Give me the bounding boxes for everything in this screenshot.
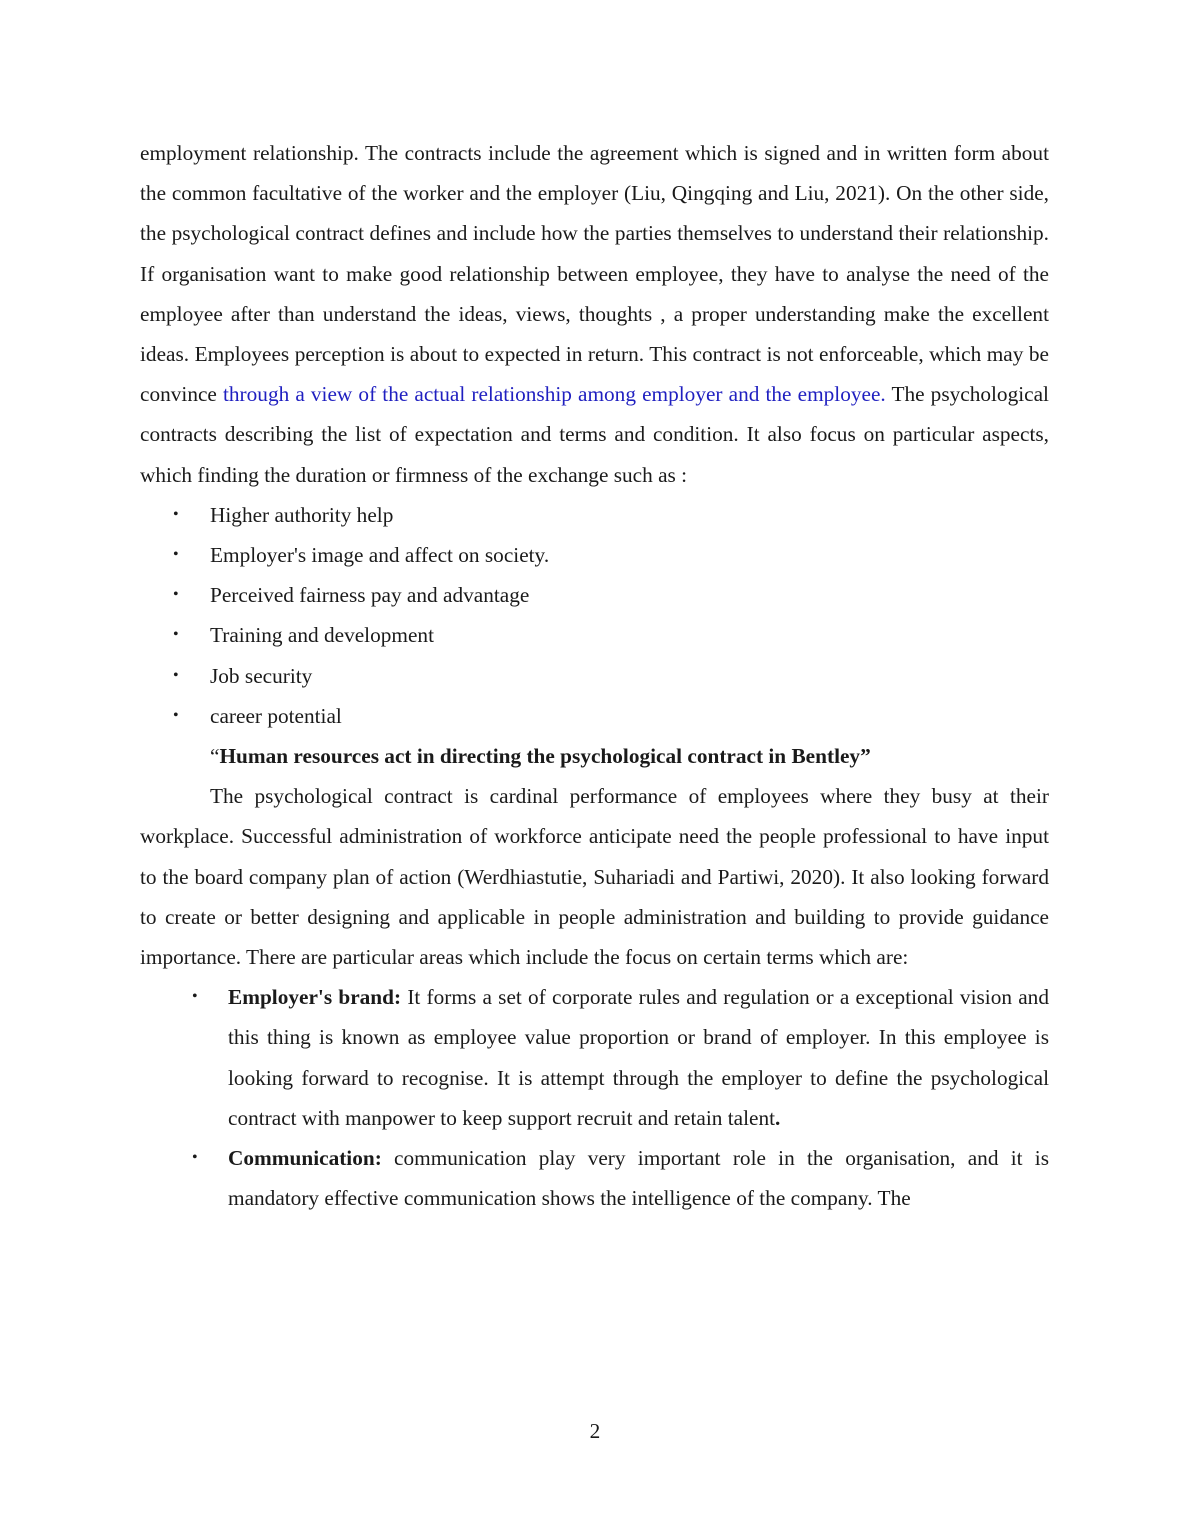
terms-list [140, 977, 1049, 1218]
list-item [173, 656, 1049, 696]
list-item-text: Higher authority help [210, 502, 394, 527]
term-item [192, 977, 1049, 1138]
page-number: 2 [589, 1419, 601, 1443]
bullet-icon: • [173, 546, 179, 564]
list-item-text: career potential [210, 703, 342, 728]
heading-title: Human resources act in directing the psychological contract in Bentley” [219, 744, 871, 769]
bullet-icon: • [173, 626, 179, 644]
term-label: Communication: [228, 1146, 382, 1171]
term-description: communication play very important role in the organisation, and it is mandatory effective communication shows the intelligence of the company. The [228, 1146, 1049, 1211]
heading-open-quote: “ [210, 744, 220, 769]
term-label: Employer's brand: [228, 985, 402, 1010]
list-item [173, 495, 1049, 535]
list-item [173, 535, 1049, 575]
intro-text: employment relationship. The contracts include the agreement which is signed and in written form about the common facultative of the worker and the employer (Liu, Qingqing and Liu, 2021). On the other side, the psychological contract defines and include how the parties themselves to understand their relationship. If organisation want to make good relationship between employee, they have to analyse the need of the employee after than understand the ideas, views, thoughts , a proper understanding make the excellent ideas. Employees perception is about to expected in return. This contract is not enforceable, which may be convince [140, 141, 1049, 407]
bullet-icon: • [192, 1149, 198, 1167]
list-item [173, 696, 1049, 736]
bullet-icon: • [173, 505, 179, 523]
bullet-icon: • [192, 988, 198, 1006]
highlighted-phrase: through a view of the actual relationship among employer and the employee. [222, 382, 886, 407]
bullet-icon: • [173, 586, 179, 604]
exchange-aspects-list [140, 495, 1049, 736]
term-description: It forms a set of corporate rules and regulation or a exceptional vision and this thing is known as employee value proportion or brand of employer. In this employee is looking forward to recognise. It is attempt through the employer to define the psychological contract with manpower to keep support recruit and retain talent [228, 985, 1049, 1130]
list-item-text: Employer's image and affect on society. [210, 543, 550, 568]
hr-paragraph: The psychological contract is cardinal performance of employees where they busy at their workplace. Successful administration of workforce anticipate need the people professional to have input to the board company plan of action (Werdhiastutie, Suhariadi and Partiwi, 2020). It also looking forward to create or better designing and applicable in people administration and building to provide guidance importance. There are particular areas which include the focus on certain terms which are: [140, 784, 1049, 970]
list-item [173, 575, 1049, 615]
list-item-text: Perceived fairness pay and advantage [210, 583, 530, 608]
list-item-text: Training and development [210, 623, 434, 648]
bullet-icon: • [173, 706, 179, 724]
intro-text-continued: The psychological contracts describing the list of expectation and terms and condition. It also focus on particular aspects, which finding the duration or firmness of the exchange such as : [140, 382, 1049, 487]
intro-paragraph [140, 133, 1049, 495]
term-item [192, 1138, 1049, 1218]
bullet-icon: • [173, 666, 179, 684]
page-body [140, 133, 1049, 1218]
list-item [173, 615, 1049, 655]
term-end-mark: . [775, 1105, 781, 1130]
section-heading [140, 736, 1049, 776]
list-item-text: Job security [210, 663, 313, 688]
